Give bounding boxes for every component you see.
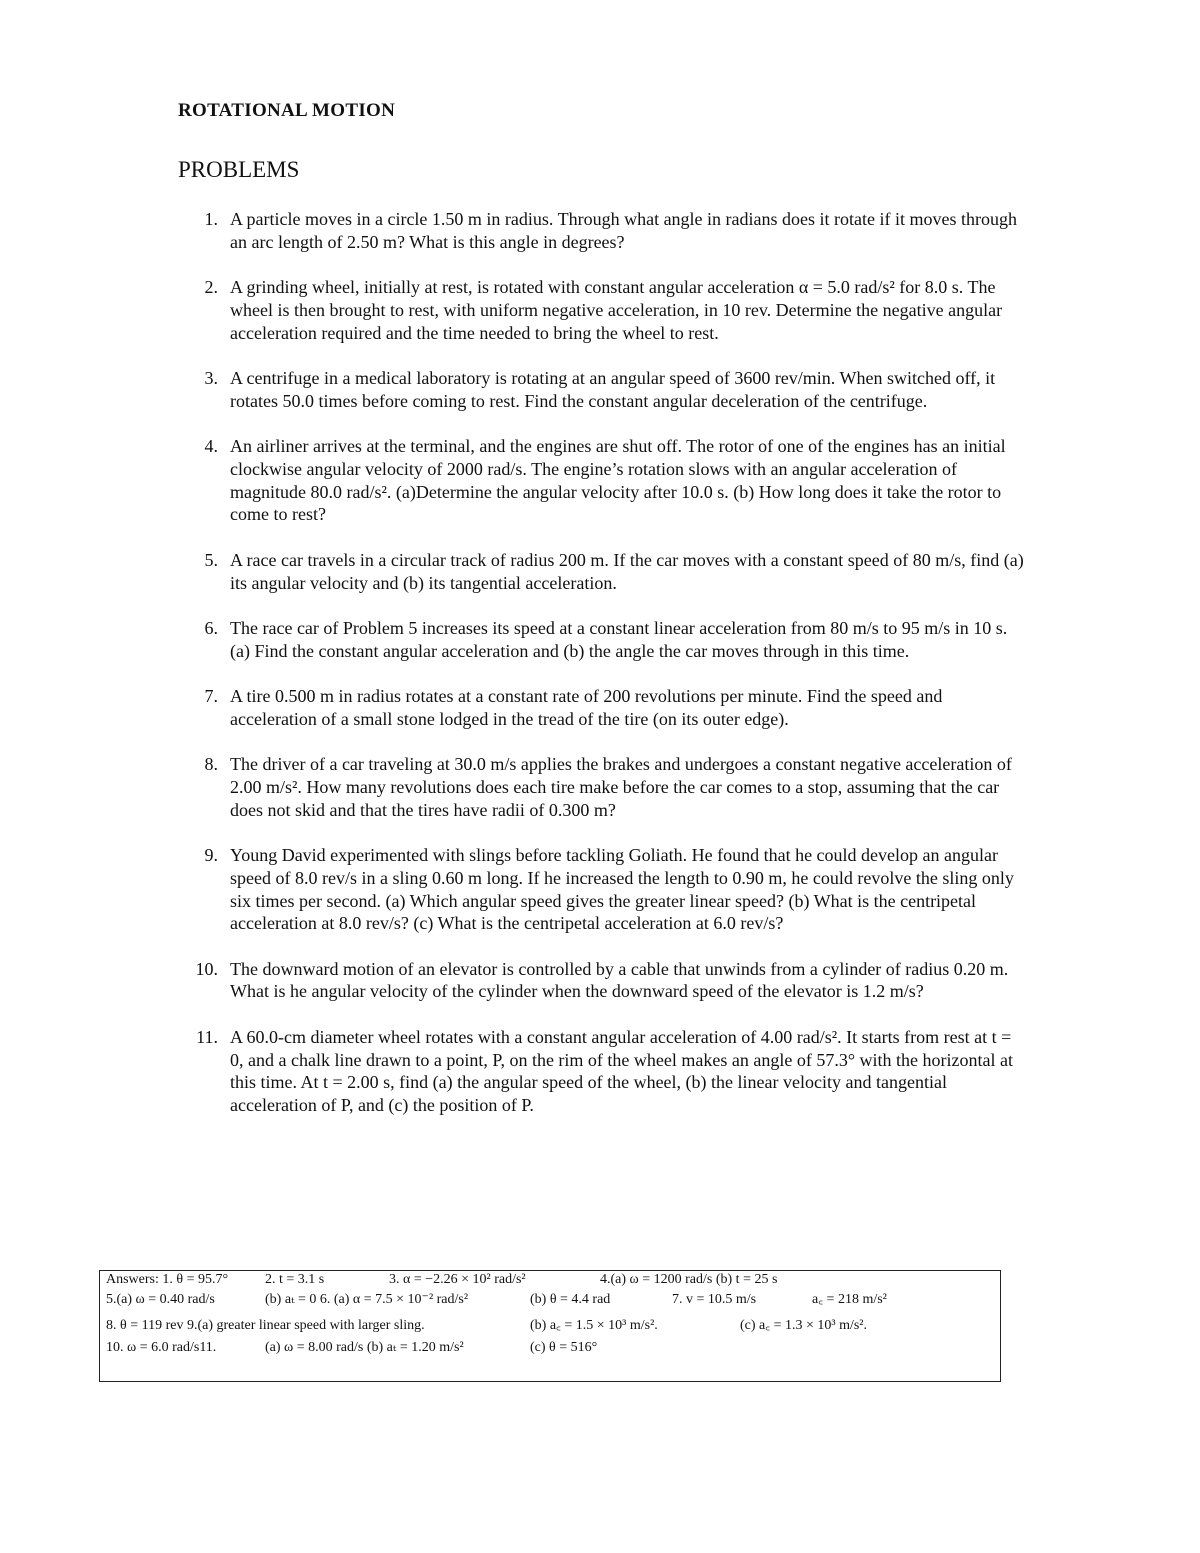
answer-text: (c) θ = 516° [530, 1340, 598, 1355]
problem-item [178, 753, 1028, 821]
answers-box [99, 1270, 1001, 1382]
problem-number: 10. [195, 958, 218, 979]
problem-text: A grinding wheel, initially at rest, is rotated with constant angular acceleration α = 5.0 rad/s² for 8.0 s. The wheel is then brought to rest, with uniform negative acceleration, in 10 rev. Determine the negative angular acceleration required and the time needed to bring the wheel to rest. [230, 277, 1003, 343]
problem-number: 1. [204, 209, 218, 229]
problem-text: The downward motion of an elevator is controlled by a cable that unwinds from a cylinder of radius 0.20 m. What is he angular velocity of the cylinder when the downward speed of the elevator is 1.2 m/s? [230, 958, 1009, 1002]
problem-item [178, 549, 1028, 595]
problem-text: The race car of Problem 5 increases its speed at a constant linear acceleration from 80 m/s to 95 m/s in 10 s. (a) Find the constant angular acceleration and (b) the angle the car moves through in this time. [230, 617, 1008, 661]
problem-text: A 60.0-cm diameter wheel rotates with a constant angular acceleration of 4.00 rad/s². It starts from rest at t = 0, and a chalk line drawn to a point, P, on the rim of the wheel makes an angle of 57.3° with the horizontal at this time. At t = 2.00 s, find (a) the angular speed of the wheel, (b) the linear velocity and tangential acceleration of P, and (c) the position of P. [230, 1026, 1013, 1116]
answer-text: Answers: 1. θ = 95.7° [106, 1272, 229, 1287]
problem-text: An airliner arrives at the terminal, and the engines are shut off. The rotor of one of the engines has an initial clockwise angular velocity of 2000 rad/s. The engine’s rotation slows with an angular acceleration of magnitude 80.0 rad/s². (a)Determine the angular velocity after 10.0 s. (b) How long does it take the rotor to come to rest? [230, 436, 1006, 525]
problem-item [178, 208, 1028, 254]
problem-number: 7. [204, 685, 218, 706]
answer-text: (b) a꜀ = 1.5 × 10³ m/s². [530, 1318, 658, 1333]
problem-number: 8. [204, 754, 218, 775]
answer-text: (a) ω = 8.00 rad/s (b) aₜ = 1.20 m/s² [265, 1340, 464, 1355]
problem-item [178, 844, 1028, 935]
problem-item [178, 1026, 1028, 1117]
answer-text: (c) a꜀ = 1.3 × 10³ m/s². [740, 1318, 868, 1333]
problem-text: A race car travels in a circular track of radius 200 m. If the car moves with a constant speed of 80 m/s, find (a) its angular velocity and (b) its tangential acceleration. [230, 549, 1024, 593]
problem-item [178, 435, 1028, 526]
problem-number: 11. [196, 1026, 218, 1047]
problem-number: 3. [204, 367, 218, 388]
problem-item [178, 367, 1028, 413]
answer-text: 5.(a) ω = 0.40 rad/s [106, 1292, 215, 1307]
problem-text: A particle moves in a circle 1.50 m in radius. Through what angle in radians does it rotate if it moves through an arc length of 2.50 m? What is this angle in degrees? [230, 209, 1017, 252]
problem-number: 4. [204, 436, 218, 457]
problem-number: 5. [204, 549, 218, 570]
problem-item [178, 276, 1028, 344]
answer-text: a꜀ = 218 m/s² [812, 1292, 887, 1307]
answer-text: 3. α = −2.26 × 10² rad/s² [389, 1272, 526, 1287]
problem-list [178, 208, 1028, 1117]
answer-text: 8. θ = 119 rev 9.(a) greater linear speed with larger sling. [106, 1318, 425, 1333]
answer-text: (b) aₜ = 0 6. (a) α = 7.5 × 10⁻² rad/s² [265, 1292, 469, 1307]
problem-number: 9. [204, 844, 218, 865]
problem-number: 2. [204, 277, 218, 298]
answer-text: 4.(a) ω = 1200 rad/s (b) t = 25 s [600, 1272, 778, 1287]
problem-number: 6. [204, 617, 218, 638]
problem-text: The driver of a car traveling at 30.0 m/s applies the brakes and undergoes a constant negative acceleration of 2.00 m/s². How many revolutions does each tire make before the car comes to a stop, assuming that the car does not skid and that the tires have radii of 0.300 m? [230, 754, 1012, 820]
problem-text: A tire 0.500 m in radius rotates at a constant rate of 200 revolutions per minute. Find the speed and acceleration of a small stone lodged in the tread of the tire (on its outer edge). [230, 685, 943, 729]
document-title: ROTATIONAL MOTION [178, 100, 396, 121]
problem-item [178, 685, 1028, 731]
problem-text: A centrifuge in a medical laboratory is rotating at an angular speed of 3600 rev/min. When switched off, it rotates 50.0 times before coming to rest. Find the constant angular deceleration of the centrifuge. [230, 367, 996, 411]
section-heading: PROBLEMS [178, 157, 300, 182]
problem-item [178, 617, 1028, 663]
answer-text: 10. ω = 6.0 rad/s11. [106, 1340, 217, 1355]
answer-text: (b) θ = 4.4 rad [530, 1292, 611, 1307]
problem-item [178, 958, 1028, 1004]
answer-text: 2. t = 3.1 s [265, 1272, 325, 1287]
problem-text: Young David experimented with slings before tackling Goliath. He found that he could develop an angular speed of 8.0 rev/s in a sling 0.60 m long. If he increased the length to 0.90 m, he could revolve the sling only six times per second. (a) Which angular speed gives the greater linear speed? (b) What is the centripetal acceleration at 8.0 rev/s? (c) What is the centripetal acceleration at 6.0 rev/s? [230, 844, 1014, 934]
answer-text: 7. v = 10.5 m/s [672, 1292, 757, 1307]
